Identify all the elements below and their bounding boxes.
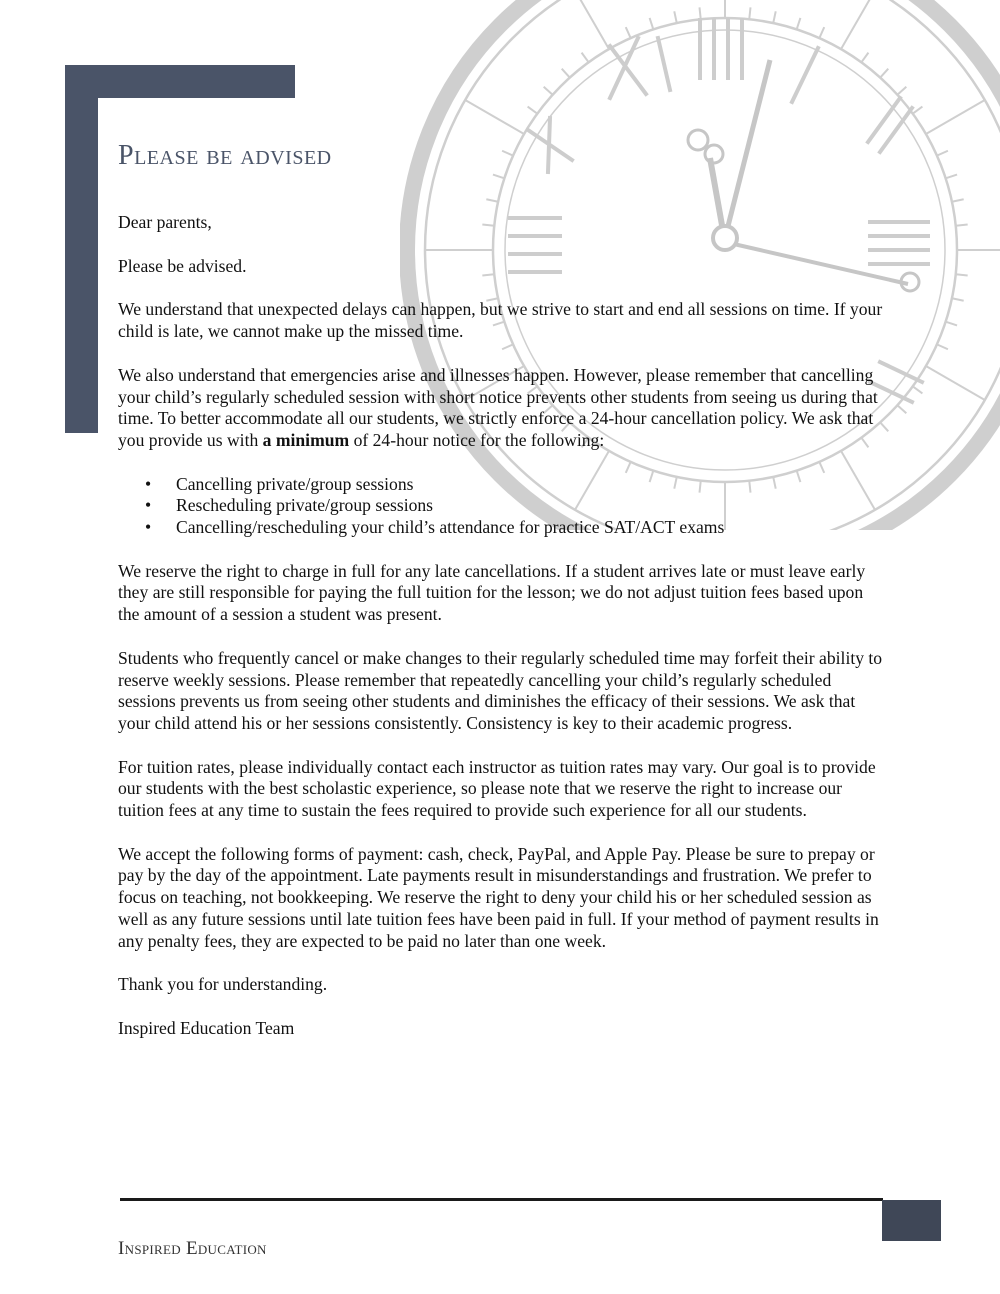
footer-divider: [120, 1198, 883, 1201]
clock-tick: [937, 151, 948, 156]
clock-tick: [582, 53, 589, 63]
clock-tick: [544, 87, 553, 95]
policy-emphasis: a minimum: [262, 429, 350, 450]
list-item-text: Cancelling/rescheduling your child’s attendance for practice SAT/ACT exams: [176, 517, 725, 538]
list-item-text: Cancelling private/group sessions: [176, 473, 414, 494]
clock-tick: [952, 199, 964, 201]
clock-tick: [913, 386, 923, 393]
clock-tick: [946, 322, 957, 326]
bullet-icon: •: [145, 473, 152, 494]
clock-tick: [819, 27, 824, 38]
clock-tick: [650, 18, 654, 29]
list-item: [145, 495, 888, 517]
clock-tick: [575, 0, 609, 49]
clock-tick: [926, 366, 985, 400]
clock-tick: [674, 11, 676, 23]
clock-tick: [562, 69, 570, 78]
clock-tick: [861, 53, 868, 63]
list-item-text: Rescheduling private/group sessions: [176, 495, 434, 516]
clock-tick: [952, 298, 964, 300]
clock-tick: [956, 224, 968, 225]
closing: Thank you for understanding.: [118, 974, 328, 995]
header-bracket-top: [65, 65, 295, 98]
clock-tick: [956, 274, 968, 275]
header-bracket-left: [65, 65, 98, 433]
clock-tick: [749, 7, 750, 19]
paragraph-policy: [118, 365, 888, 452]
list-item: [145, 473, 888, 496]
clock-tick: [937, 344, 948, 349]
paragraph-rates: For tuition rates, please individually contact each instructor as tuition rates may vary. Our goal is to provide our students with the best scholastic experience, so please note that we reserve the right to increase our tuition fees at any time to sustain the fees required to provide such experience for all our students.: [118, 756, 876, 821]
clock-tick: [699, 7, 700, 19]
clock-tick: [486, 199, 498, 201]
clock-tick: [797, 18, 801, 29]
clock-tick: [897, 405, 906, 413]
clock-tick: [880, 69, 888, 78]
page-title: Please be advised: [118, 140, 332, 171]
clock-tick: [528, 107, 538, 114]
greeting: Dear parents,: [118, 212, 212, 232]
clock-tick: [465, 100, 524, 134]
policy-text-end: of 24-hour notice for the following:: [349, 429, 605, 450]
intro-line: Please be advised.: [118, 255, 247, 276]
clock-tick: [502, 151, 513, 156]
notice-list: [118, 474, 888, 539]
policy-text-start: We also understand that emergencies arise and illnesses happen. However, please remember that cancelling your child’s regularly scheduled session with short notice prevents other students from seeing us during that time. To better accommodate all our students, we strictly enforce a 24-hour cancellation policy. We ask that you provide us with: [118, 364, 878, 450]
clock-tick: [773, 11, 775, 23]
list-item: [145, 517, 888, 539]
clock-tick: [626, 27, 631, 38]
footer-accent-box: [882, 1200, 941, 1241]
bullet-icon: •: [145, 495, 152, 516]
clock-tick: [897, 87, 906, 95]
clock-tick: [493, 175, 504, 179]
signature: Inspired Education Team: [118, 1017, 295, 1038]
paragraph-delays: We understand that unexpected delays can happen, but we strive to start and end all sessions on time. If your child is late, we cannot make up the missed time.: [118, 299, 883, 342]
bullet-icon: •: [145, 517, 152, 538]
clock-tick: [946, 175, 957, 179]
paragraph-frequency: Students who frequently cancel or make changes to their regularly scheduled time may forfeit their ability to reserve weekly sessions. Please remember that repeatedly cancelling your child’s regularly scheduled sessions prevents us from seeing other students and diminishes the efficacy of their sessions. We ask that your child attend his or her sessions consistently. Consistency is key to their academic progress.: [118, 647, 883, 733]
clock-tick: [926, 100, 985, 134]
paragraph-charges: We reserve the right to charge in full for any late cancellations. If a student arrives late or must leave early they are still responsible for paying the full tuition for the lesson; we do not adjust tuition fees based upon the amount of a session a student was present.: [118, 560, 866, 625]
letter-body: [118, 212, 888, 1062]
clock-tick: [841, 0, 875, 49]
paragraph-payment: We accept the following forms of payment: cash, check, PayPal, and Apple Pay. Please be sure to prepay or pay by the day of the appointment. Late payments result in misunderstandings and frustration. We prefer to focus on teaching, not bookkeeping. We reserve the right to deny your child his or her scheduled session as well as any future sessions until late tuition fees have been paid in full. If your method of payment results in any penalty fees, they are expected to be paid no later than one week.: [118, 843, 879, 951]
footer-brand: Inspired Education: [118, 1238, 267, 1259]
